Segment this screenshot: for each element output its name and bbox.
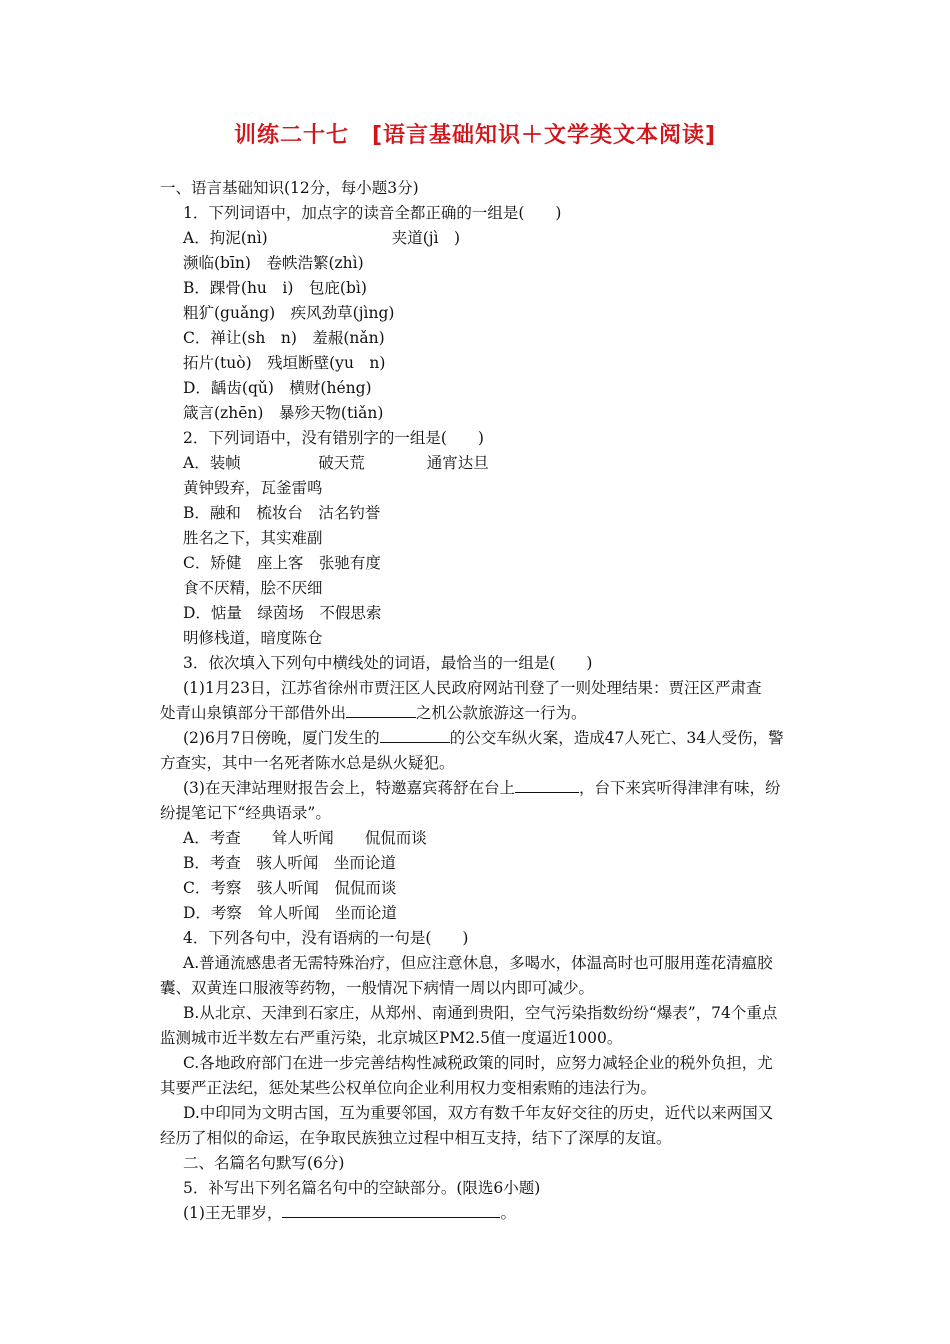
q1-option-b-line2: 粗犷(guǎng) 疾风劲草(jìng) <box>183 304 395 322</box>
q2-option-d-line1: D．惦量 绿茵场 不假思索 <box>183 604 382 622</box>
section1-heading: 一、语言基础知识(12分，每小题3分) <box>160 179 419 197</box>
q3-sentence1-line2 <box>160 703 587 723</box>
q4-option-a-line2: 囊、双黄连口服液等药物，一般情况下病情一周以内即可减少。 <box>160 979 595 997</box>
fill-blank-q5-1 <box>282 1203 500 1218</box>
q2-option-d-line2: 明修栈道，暗度陈仓 <box>183 629 323 647</box>
q2-option-c-line1: C．矫健 座上客 张驰有度 <box>183 554 381 572</box>
q1-option-d-line2: 箴言(zhēn) 暴殄天物(tiǎn) <box>183 404 384 422</box>
fill-blank-3 <box>515 778 579 793</box>
q2-option-c-line2: 食不厌精，脍不厌细 <box>183 579 323 597</box>
q4-option-b-line2: 监测城市近半数左右严重污染，北京城区PM2.5值一度逼近1000。 <box>160 1029 623 1047</box>
q2-stem: 2．下列词语中，没有错别字的一组是( ) <box>183 429 484 447</box>
q4-option-a-line1: A.普通流感患者无需特殊治疗，但应注意休息，多喝水，体温高时也可服用莲花清瘟胶 <box>183 954 773 972</box>
q5-item-1 <box>183 1203 516 1223</box>
q5-stem: 5．补写出下列名篇名句中的空缺部分。(限选6小题) <box>183 1179 541 1197</box>
q3-option-b: B．考查 骇人听闻 坐而论道 <box>183 854 396 872</box>
q3-option-d: D．考察 耸人听闻 坐而论道 <box>183 904 397 922</box>
fill-blank-2 <box>380 728 450 743</box>
q4-option-d-line2: 经历了相似的命运，在争取民族独立过程中相互支持，结下了深厚的友谊。 <box>160 1129 672 1147</box>
q5-item-1-post: 。 <box>500 1204 516 1222</box>
q3-sentence2-line2: 方查实，其中一名死者陈水总是纵火疑犯。 <box>160 754 455 772</box>
q1-option-b-line1: B．踝骨(hu i) 包庇(bì) <box>183 279 367 297</box>
q2-option-b-line2: 胜名之下，其实难副 <box>183 529 323 547</box>
q3-sentence1-post: 之机公款旅游这一行为。 <box>416 704 587 722</box>
q1-option-d-line1: D．龋齿(qǔ) 横财(héng) <box>183 379 372 397</box>
q3-sentence2-line1 <box>183 728 784 748</box>
q3-stem: 3．依次填入下列句中横线处的词语，最恰当的一组是( ) <box>183 654 593 672</box>
q3-sentence1-line1: (1)1月23日，江苏省徐州市贾汪区人民政府网站刊登了一则处理结果：贾汪区严肃查 <box>183 679 762 697</box>
q1-option-c-line1: C．禅让(sh n) 羞赧(nǎn) <box>183 329 385 347</box>
q4-option-b-line1: B.从北京、天津到石家庄，从郑州、南通到贵阳，空气污染指数纷纷“爆表”，74个重点 <box>183 1004 778 1022</box>
q1-option-a-line2: 濒临(bīn) 卷帙浩繁(zhì) <box>183 254 364 272</box>
q4-option-c-line2: 其要严正法纪，惩处某些公权单位向企业利用权力变相索贿的违法行为。 <box>160 1079 657 1097</box>
q1-option-c-line2: 拓片(tuò) 残垣断壁(yu n) <box>183 354 386 372</box>
q3-sentence3-line2: 纷提笔记下“经典语录”。 <box>160 804 331 822</box>
q3-sentence2-pre: (2)6月7日傍晚，厦门发生的 <box>183 729 380 747</box>
q1-option-a-line1: A．拘泥(nì) 夹道(jì ) <box>183 229 461 247</box>
q2-option-a-line1: A．装帧 破天荒 通宵达旦 <box>183 454 489 472</box>
q2-option-b-line1: B．融和 梳妆台 沽名钓誉 <box>183 504 381 522</box>
q4-option-c-line1: C.各地政府部门在进一步完善结构性减税政策的同时，应努力减轻企业的税外负担，尤 <box>183 1054 773 1072</box>
q3-option-c: C．考察 骇人听闻 侃侃而谈 <box>183 879 397 897</box>
page-title: 训练二十七 [语言基础知识＋文学类文本阅读] <box>233 123 717 148</box>
q5-item-1-pre: (1)王无罪岁， <box>183 1204 283 1222</box>
q1-stem: 1．下列词语中，加点字的读音全都正确的一组是( ) <box>183 204 562 222</box>
section2-heading: 二、名篇名句默写(6分) <box>183 1154 345 1172</box>
q3-sentence3-pre: (3)在天津站理财报告会上，特邀嘉宾蒋舒在台上 <box>183 779 515 797</box>
fill-blank-1 <box>346 703 416 718</box>
q3-sentence2-post: 的公交车纵火案，造成47人死亡、34人受伤，警 <box>449 729 784 747</box>
q4-stem: 4．下列各句中，没有语病的一句是( ) <box>183 929 469 947</box>
q4-option-d-line1: D.中印同为文明古国，互为重要邻国，双方有数千年友好交往的历史，近代以来两国又 <box>183 1104 774 1122</box>
q3-sentence3-post: ，台下来宾听得津津有味，纷 <box>578 779 781 797</box>
q2-option-a-line2: 黄钟毁弃，瓦釜雷鸣 <box>183 479 323 497</box>
q3-sentence1-pre: 处青山泉镇部分干部借外出 <box>160 704 347 722</box>
q3-sentence3-line1 <box>183 778 780 798</box>
q3-option-a: A．考查 耸人听闻 侃侃而谈 <box>183 829 427 847</box>
